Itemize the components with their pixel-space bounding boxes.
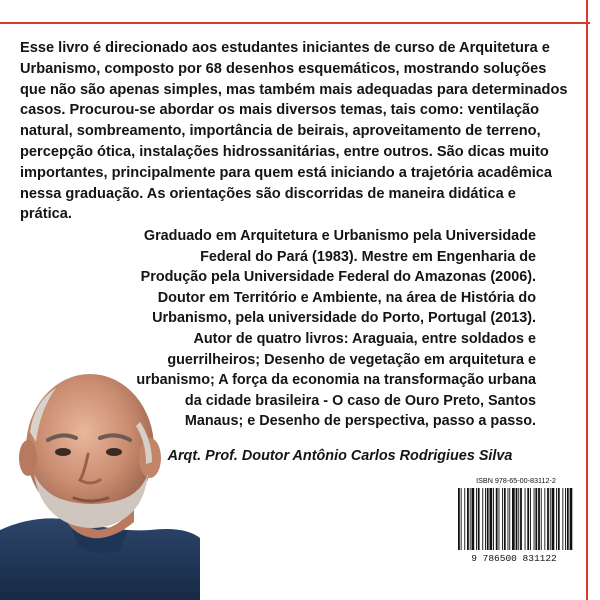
- author-signature: Arqt. Prof. Doutor Antônio Carlos Rodrigiues Silva: [167, 448, 513, 464]
- author-biography: Graduado em Arquitetura e Urbanismo pela Universidade Federal do Pará (1983). Mestre em Engenharia de Produção pela Universidade Federal do Amazonas (2006). Doutor em Território e Ambiente, na área de História do Urbanismo, pela universidade do Porto, Portugal (2013). Autor de quatro livros: Araguaia, entre soldados e guerrilheiros; Desenho de vegetação em arquitetura e urbanismo; A força da economia na transformação urbana da cidade brasileira - O caso de Ouro Preto, Santos Manaus; e Desenho de perspectiva, passo a passo.: [136, 228, 536, 430]
- barcode-bar: [512, 488, 515, 550]
- barcode-bar: [470, 488, 471, 550]
- barcode-bar: [499, 488, 500, 550]
- barcode-bar: [493, 488, 494, 550]
- barcode-bar: [527, 488, 529, 550]
- barcode-bar: [490, 488, 493, 550]
- red-frame-top-line: [0, 22, 590, 24]
- barcode-bar: [487, 488, 489, 550]
- barcode-bar: [467, 488, 469, 550]
- barcode-bar: [485, 488, 486, 550]
- barcode-bar: [461, 488, 462, 550]
- barcode-bar: [562, 488, 563, 550]
- barcode-bar: [476, 488, 477, 550]
- barcode-digits: 9 786500 831122: [471, 553, 557, 564]
- barcode-bar: [458, 488, 460, 550]
- book-synopsis: Esse livro é direcionado aos estudantes iniciantes de curso de Arquitetura e Urbanismo, composto por 68 desenhos esquemáticos, mostrando soluções que não são apenas simples, mas também mais adequadas para determinados casos. Procurou-se abordar os mais diversos temas, tais como: ventilação natural, sombreamento, importância de beirais, aproveitamento de terreno, percepção ótica, instalações hidrossanitárias, entre outros. São dicas muito importantes, principalmente para quem está iniciando a trajetória acadêmica nessa graduação. As orientações são discorridas de maneira didática e prática.: [20, 40, 568, 223]
- barcode-bar: [482, 488, 483, 550]
- barcode-bar: [534, 488, 535, 550]
- barcode-bar: [550, 488, 551, 550]
- barcode-bar: [535, 488, 537, 550]
- barcode-bar: [504, 488, 506, 550]
- barcode-bar: [530, 488, 531, 550]
- barcode-bar: [472, 488, 475, 550]
- author-photo: [0, 362, 200, 600]
- barcode-bar: [538, 488, 540, 550]
- barcode-bar: [541, 488, 542, 550]
- barcode-bar: [508, 488, 509, 550]
- barcode-image: [450, 488, 578, 564]
- barcode-bar: [570, 488, 573, 550]
- barcode-bar: [565, 488, 566, 550]
- barcode-bar: [520, 488, 522, 550]
- barcode-bar: [547, 488, 549, 550]
- barcode-bar: [464, 488, 465, 550]
- barcode-bar: [478, 488, 480, 550]
- barcode-bar: [567, 488, 569, 550]
- author-portrait-illustration: [0, 362, 200, 600]
- red-frame-right-line: [586, 0, 588, 600]
- barcode-bars: [458, 488, 572, 550]
- barcode-bar: [509, 488, 510, 550]
- isbn-barcode: [450, 476, 578, 572]
- barcode-bar: [516, 488, 518, 550]
- barcode-bar: [556, 488, 557, 550]
- barcode-bar: [544, 488, 545, 550]
- barcode-bar: [558, 488, 560, 550]
- barcode-bar: [518, 488, 519, 550]
- barcode-bar: [552, 488, 555, 550]
- isbn-label: ISBN 978-65-00-83112-2: [476, 476, 556, 485]
- barcode-bar: [525, 488, 526, 550]
- barcode-bar: [496, 488, 498, 550]
- barcode-bar: [502, 488, 503, 550]
